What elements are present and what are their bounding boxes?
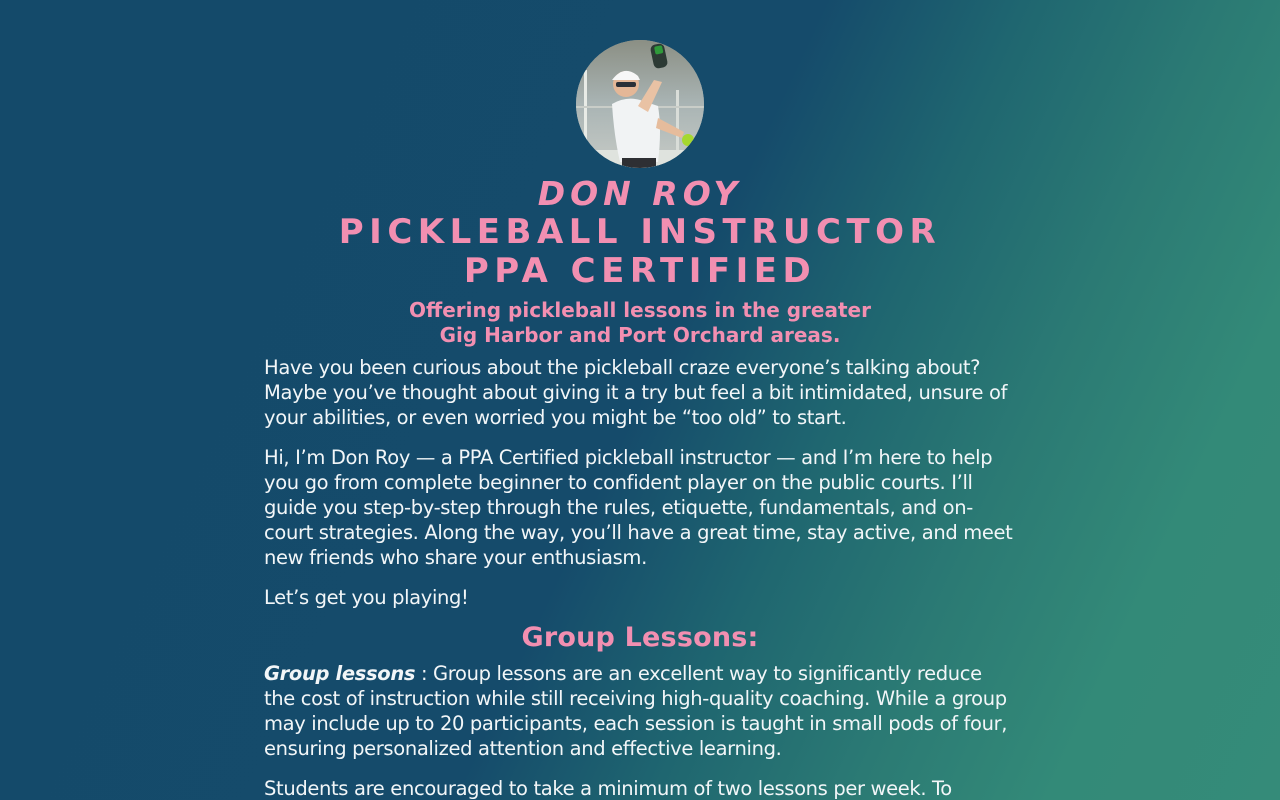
group-lessons-label: Group lessons xyxy=(264,662,416,686)
intro-paragraph-1: Have you been curious about the pickleball craze everyone’s talking about? Maybe you’ve thought about giving it a try but feel a bit intimidated, unsure of your abilities, or even worried you might be “too old” to start. xyxy=(264,356,1008,429)
instructor-name: DON ROY xyxy=(537,174,743,213)
group-lessons-paragraph xyxy=(264,662,1016,761)
instructor-avatar xyxy=(576,40,704,168)
photo-placeholder-icon xyxy=(576,40,704,168)
group-lessons-description: Group lessons are an excellent way to significantly reduce the cost of instruction while still receiving high-quality coaching. While a group may include up to 20 participants, each session is taught in small pods of four, ensuring personalized attention and effective learning. xyxy=(264,662,1008,760)
intro-paragraph-2: Hi, I’m Don Roy — a PPA Certified pickleball instructor — and I’m here to help you go from complete beginner to confident player on the public courts. I’ll guide you step-by-step through the rules, etiquette, fundamentals, and on-court strategies. Along the way, you’ll have a great time, stay active, and meet new friends who share your enthusiasm. xyxy=(264,446,1013,569)
group-lessons-heading: Group Lessons: xyxy=(521,622,759,654)
group-lessons-paragraph-2: Students are encouraged to take a minimum of two lessons per week. To xyxy=(264,777,952,800)
service-area-tagline xyxy=(0,298,1280,348)
label-separator: : xyxy=(415,662,434,686)
main-content xyxy=(264,356,1016,800)
intro-paragraph-3: Let’s get you playing! xyxy=(264,586,469,610)
tagline-line-1: Offering pickleball lessons in the greater xyxy=(409,298,871,322)
certification-title: PPA CERTIFIED xyxy=(463,251,817,291)
tagline-line-2: Gig Harbor and Port Orchard areas. xyxy=(439,323,841,347)
instructor-title: PICKLEBALL INSTRUCTOR xyxy=(338,212,942,252)
